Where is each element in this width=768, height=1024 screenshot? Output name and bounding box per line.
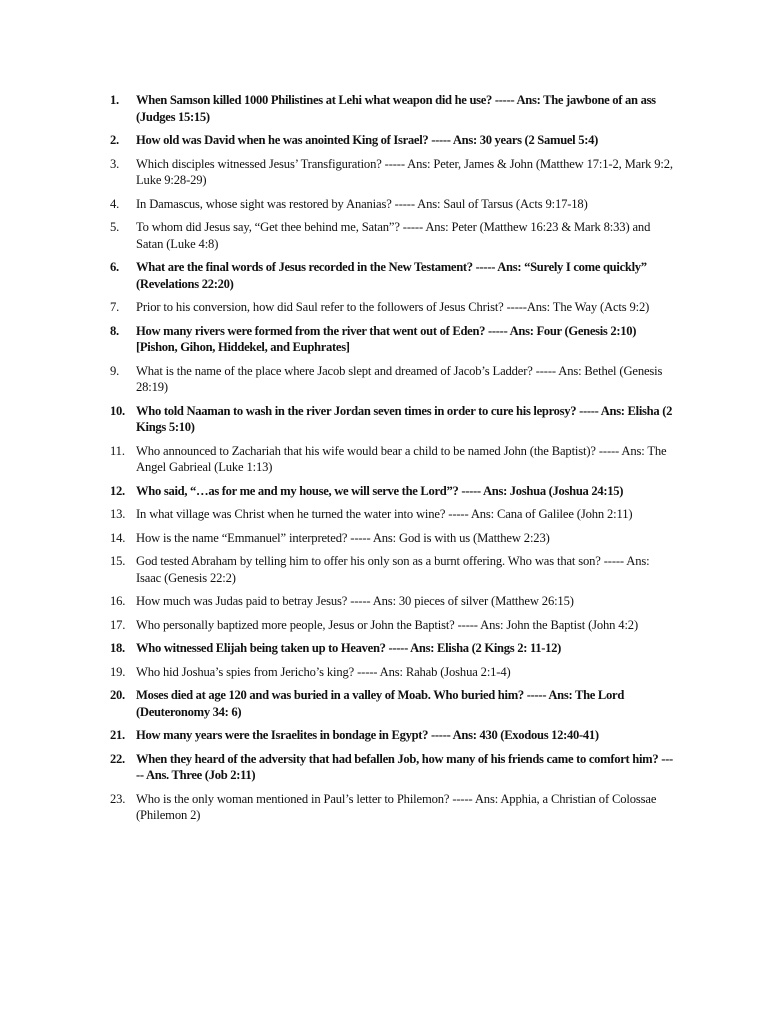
question-item [110, 553, 676, 586]
question-item [110, 664, 676, 681]
question-item [110, 483, 676, 500]
question-number: 2. [110, 133, 119, 147]
question-item [110, 92, 676, 125]
question-item [110, 196, 676, 213]
question-text: What are the final words of Jesus recorded in the New Testament? ----- Ans: “Surely I come quickly” (Revelations 22:20) [136, 260, 647, 291]
question-text: How old was David when he was anointed King of Israel? ----- Ans: 30 years (2 Samuel 5:4) [136, 133, 599, 147]
question-number: 8. [110, 323, 119, 338]
question-number: 12. [110, 483, 125, 498]
question-text: To whom did Jesus say, “Get thee behind me, Satan”? ----- Ans: Peter (Matthew 16:23 & Mark 8:33) and Satan (Luke 4:8) [136, 220, 651, 251]
question-number: 20. [110, 688, 125, 702]
question-item [110, 727, 676, 744]
question-text: How much was Judas paid to betray Jesus? ----- Ans: 30 pieces of silver (Matthew 26:15) [136, 594, 574, 608]
question-number: 23. [110, 791, 126, 806]
question-item [110, 132, 676, 149]
question-number: 1. [110, 93, 119, 107]
question-text: Who announced to Zachariah that his wife would bear a child to be named John (the Baptist)? ----- Ans: The Angel Gabrieal (Luke 1:13) [136, 443, 667, 474]
question-number: 15. [110, 554, 126, 568]
question-text: Which disciples witnessed Jesus’ Transfiguration? ----- Ans: Peter, James & John (Matthew 17:1-2, Mark 9:2, Luke 9:28-29) [136, 156, 673, 187]
question-item [110, 751, 676, 784]
question-item [110, 506, 676, 523]
question-text: In Damascus, whose sight was restored by Ananias? ----- Ans: Saul of Tarsus (Acts 9:17-18) [136, 196, 588, 211]
question-number: 17. [110, 617, 126, 632]
question-number: 11. [110, 443, 125, 458]
question-number: 18. [110, 641, 125, 655]
question-item [110, 791, 676, 824]
question-number: 19. [110, 664, 126, 679]
question-text: Who told Naaman to wash in the river Jordan seven times in order to cure his leprosy? ----- Ans: Elisha (2 Kings 5:10) [136, 403, 673, 434]
question-text: Who is the only woman mentioned in Paul’s letter to Philemon? ----- Ans: Apphia, a Christian of Colossae (Philemon 2) [136, 791, 657, 822]
question-text: Prior to his conversion, how did Saul refer to the followers of Jesus Christ? -----Ans: The Way (Acts 9:2) [136, 300, 650, 314]
question-item [110, 640, 676, 657]
question-text: God tested Abraham by telling him to offer his only son as a burnt offering. Who was that son? ----- Ans: Isaac (Genesis 22:2) [136, 554, 650, 585]
question-item [110, 299, 676, 316]
question-text: Who witnessed Elijah being taken up to Heaven? ----- Ans: Elisha (2 Kings 2: 11-12) [136, 641, 562, 655]
question-item [110, 443, 676, 476]
question-number: 14. [110, 530, 126, 545]
question-number: 3. [110, 156, 120, 171]
question-item [110, 219, 676, 252]
question-number: 10. [110, 403, 125, 418]
question-text: How many years were the Israelites in bondage in Egypt? ----- Ans: 430 (Exodous 12:40-41) [136, 728, 599, 742]
question-number: 4. [110, 196, 120, 211]
question-text: When they heard of the adversity that had befallen Job, how many of his friends came to comfort him? ----- Ans. Three (Job 2:11) [136, 751, 673, 782]
question-text: Who hid Joshua’s spies from Jericho’s king? ----- Ans: Rahab (Joshua 2:1-4) [136, 664, 511, 679]
question-item [110, 403, 676, 436]
question-item [110, 687, 676, 720]
question-number: 21. [110, 728, 125, 742]
question-number: 22. [110, 751, 125, 766]
question-number: 16. [110, 594, 126, 608]
question-item [110, 593, 676, 610]
question-number: 6. [110, 260, 119, 274]
question-text: Who personally baptized more people, Jesus or John the Baptist? ----- Ans: John the Baptist (John 4:2) [136, 617, 638, 632]
question-list [110, 92, 676, 831]
question-number: 7. [110, 300, 120, 314]
question-item [110, 530, 676, 547]
question-text: What is the name of the place where Jacob slept and dreamed of Jacob’s Ladder? ----- Ans: Bethel (Genesis 28:19) [136, 363, 663, 394]
question-item [110, 323, 676, 356]
question-number: 9. [110, 363, 120, 378]
question-text: How is the name “Emmanuel” interpreted? ----- Ans: God is with us (Matthew 2:23) [136, 530, 550, 545]
question-number: 13. [110, 507, 126, 521]
question-text: Who said, “…as for me and my house, we will serve the Lord”? ----- Ans: Joshua (Joshua 24:15) [136, 483, 624, 498]
question-text: In what village was Christ when he turned the water into wine? ----- Ans: Cana of Galilee (John 2:11) [136, 507, 633, 521]
question-text: How many rivers were formed from the river that went out of Eden? ----- Ans: Four (Genesis 2:10) [Pishon, Gihon, Hiddekel, and Euphrates] [136, 323, 637, 354]
question-text: Moses died at age 120 and was buried in a valley of Moab. Who buried him? ----- Ans: The Lord (Deuteronomy 34: 6) [136, 688, 625, 719]
question-number: 5. [110, 220, 120, 234]
question-text: When Samson killed 1000 Philistines at Lehi what weapon did he use? ----- Ans: The jawbone of an ass (Judges 15:15) [136, 93, 656, 124]
question-item [110, 363, 676, 396]
question-item [110, 156, 676, 189]
question-item [110, 259, 676, 292]
question-item [110, 617, 676, 634]
